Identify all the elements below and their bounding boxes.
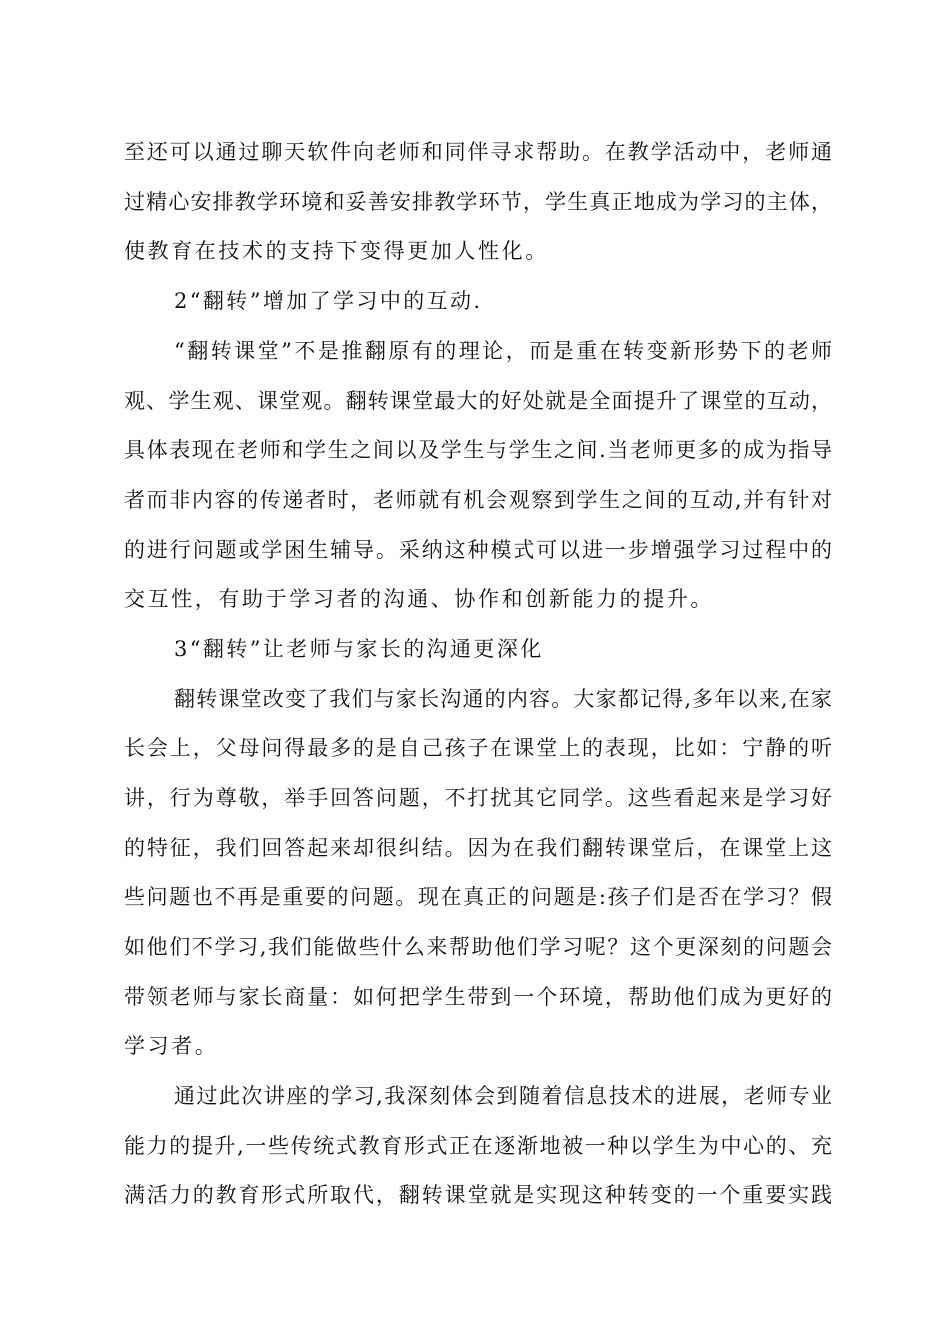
paragraph-2-line-1: “翻转课堂”不是推翻原有的理论，而是重在转变新形势下的老师 [174, 339, 832, 363]
paragraph-3-line-4: 的特征，我们回答起来却很纠结。因为在我们翻转课堂后，在课堂上这 [124, 836, 832, 860]
paragraph-2-line-2: 观、学生观、课堂观。翻转课堂最大的好处就是全面提升了课堂的互动， [124, 389, 832, 413]
paragraph-1-line-2: 过精心安排教学环境和妥善安排教学环节，学生真正地成为学习的主体， [124, 190, 832, 214]
paragraph-1-line-3: 使教育在技术的支持下变得更加人性化。 [124, 239, 549, 263]
paragraph-2-line-3: 具体表现在老师和学生之间以及学生与学生之间.当老师更多的成为指导 [124, 438, 832, 462]
paragraph-2-line-5: 的进行问题或学困生辅导。采纳这种模式可以进一步增强学习过程中的 [124, 538, 832, 562]
paragraph-4-line-2: 能力的提升,一些传统式教育形式正在逐渐地被一种以学生为中心的、充 [124, 1134, 832, 1158]
paragraph-3-line-3: 讲，行为尊敬，举手回答问题，不打扰其它同学。这些看起来是学习好 [124, 786, 832, 810]
paragraph-2-line-4: 者而非内容的传递者时，老师就有机会观察到学生之间的互动,并有针对 [124, 488, 832, 512]
paragraph-3-line-1: 翻转课堂改变了我们与家长沟通的内容。大家都记得,多年以来,在家 [174, 687, 832, 711]
paragraph-3-line-5: 些问题也不再是重要的问题。现在真正的问题是:孩子们是否在学习？假 [124, 885, 832, 909]
paragraph-4-line-1: 通过此次讲座的学习,我深刻体会到随着信息技术的进展，老师专业 [174, 1084, 832, 1108]
paragraph-4-line-3: 满活力的教育形式所取代，翻转课堂就是实现这种转变的一个重要实践 [124, 1183, 832, 1207]
section-heading-3: 3“翻转”让老师与家长的沟通更深化 [174, 637, 544, 661]
paragraph-3-line-2: 长会上，父母问得最多的是自己孩子在课堂上的表现，比如：宁静的听 [124, 736, 832, 760]
paragraph-1-line-1: 至还可以通过聊天软件向老师和同伴寻求帮助。在教学活动中，老师通 [124, 140, 832, 164]
section-heading-2: 2“翻转”增加了学习中的互动. [174, 289, 483, 313]
paragraph-3-line-8: 学习者。 [124, 1034, 219, 1058]
paragraph-2-line-6: 交互性，有助于学习者的沟通、协作和创新能力的提升。 [124, 587, 714, 611]
paragraph-3-line-6: 如他们不学习,我们能做些什么来帮助他们学习呢？这个更深刻的问题会 [124, 935, 832, 959]
paragraph-3-line-7: 带领老师与家长商量：如何把学生带到一个环境，帮助他们成为更好的 [124, 985, 832, 1009]
